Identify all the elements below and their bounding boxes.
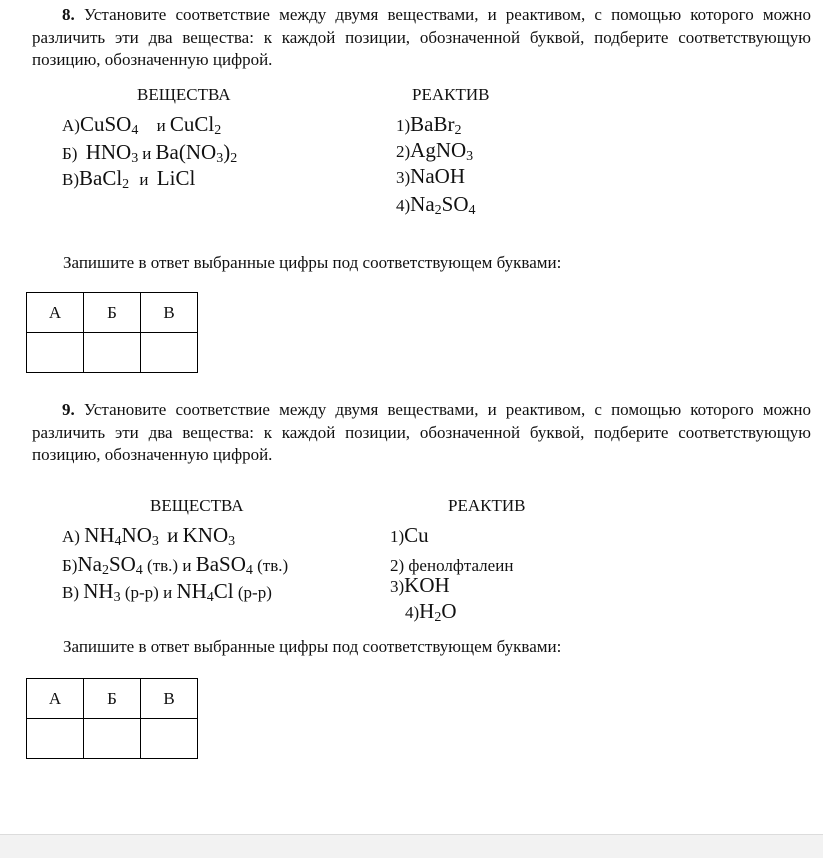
q8-reagent-4: $4)Na_2SO_4$ [396, 192, 476, 218]
q8-reagent-1: 1)BaBr$_2$ [396, 112, 462, 138]
q8-header-a: А [27, 293, 84, 333]
q9-answer-table [26, 678, 198, 759]
q9-answer-cell-c[interactable] [141, 719, 198, 759]
question-9-statement: Установите соответствие между двумя веществами, и реактивом, с помощью которого можно различить эти два вещества: к каждой позиции, обозначенной буквой, подберите соответствующую позицию, обозначенную цифрой. [32, 400, 812, 464]
q8-instruction: Запишите в ответ выбранные цифры под соответствующем буквами: [63, 253, 562, 272]
q8-answer-cell-a[interactable] [27, 333, 84, 373]
q8-answer-cell-c[interactable] [141, 333, 198, 373]
q8-item-a: А)CuSO$_4$ и CuCl$_2$ [62, 112, 222, 138]
q8-answer-cell-b[interactable] [84, 333, 141, 373]
question-8-statement: Установите соответствие между двумя веществами, и реактивом, с помощью которого можно различить эти два вещества: к каждой позиции, обозначенной буквой, подберите соответствующую позицию, обозначенную цифрой. [32, 5, 812, 69]
q9-header-c: В [141, 679, 198, 719]
q9-reagent-3: 3)KOH [390, 573, 450, 597]
q8-item-c: В)BaCl$_2$ и LiCl [62, 166, 196, 192]
q9-reagent-heading: РЕАКТИВ [448, 496, 526, 515]
question-8-text [32, 4, 811, 72]
q8-reagent-3: 3)NaOH [396, 164, 465, 188]
q9-substances-heading: ВЕЩЕСТВА [150, 496, 244, 515]
q8-item-b: Б) $HNO_3$ и $Ba(NO_3)_2$ [62, 140, 238, 166]
question-9-number: 9. [62, 400, 75, 419]
bottom-bar [0, 834, 823, 858]
q8-header-b: Б [84, 293, 141, 333]
q9-reagent-2: 2) фенолфталеин [390, 556, 514, 575]
q9-item-c: В) $NH_3$ (р-р) и $NH_4Cl$ (р-р) [62, 579, 272, 605]
q9-answer-cell-a[interactable] [27, 719, 84, 759]
q9-header-a: А [27, 679, 84, 719]
q8-reagent-2: 2)AgNO$_3$ [396, 138, 474, 164]
question-8-number: 8. [62, 5, 75, 24]
q9-answer-cell-b[interactable] [84, 719, 141, 759]
q8-reagent-heading: РЕАКТИВ [412, 85, 490, 104]
question-9-text [32, 399, 811, 467]
q8-header-c: В [141, 293, 198, 333]
q9-item-a: А) $NH_4NO_3$ и $KNO_3$ [62, 523, 236, 549]
q8-answer-table [26, 292, 198, 373]
q9-instruction: Запишите в ответ выбранные цифры под соответствующем буквами: [63, 637, 562, 656]
q9-reagent-4: $4)H_2O$ [405, 599, 457, 625]
q9-reagent-1: 1)Cu [390, 523, 429, 547]
q9-item-b: $Б)Na_2SO_4$ (тв.) и BaSO$_4$ (тв.) [62, 552, 289, 578]
q9-header-b: Б [84, 679, 141, 719]
q8-substances-heading: ВЕЩЕСТВА [137, 85, 231, 104]
